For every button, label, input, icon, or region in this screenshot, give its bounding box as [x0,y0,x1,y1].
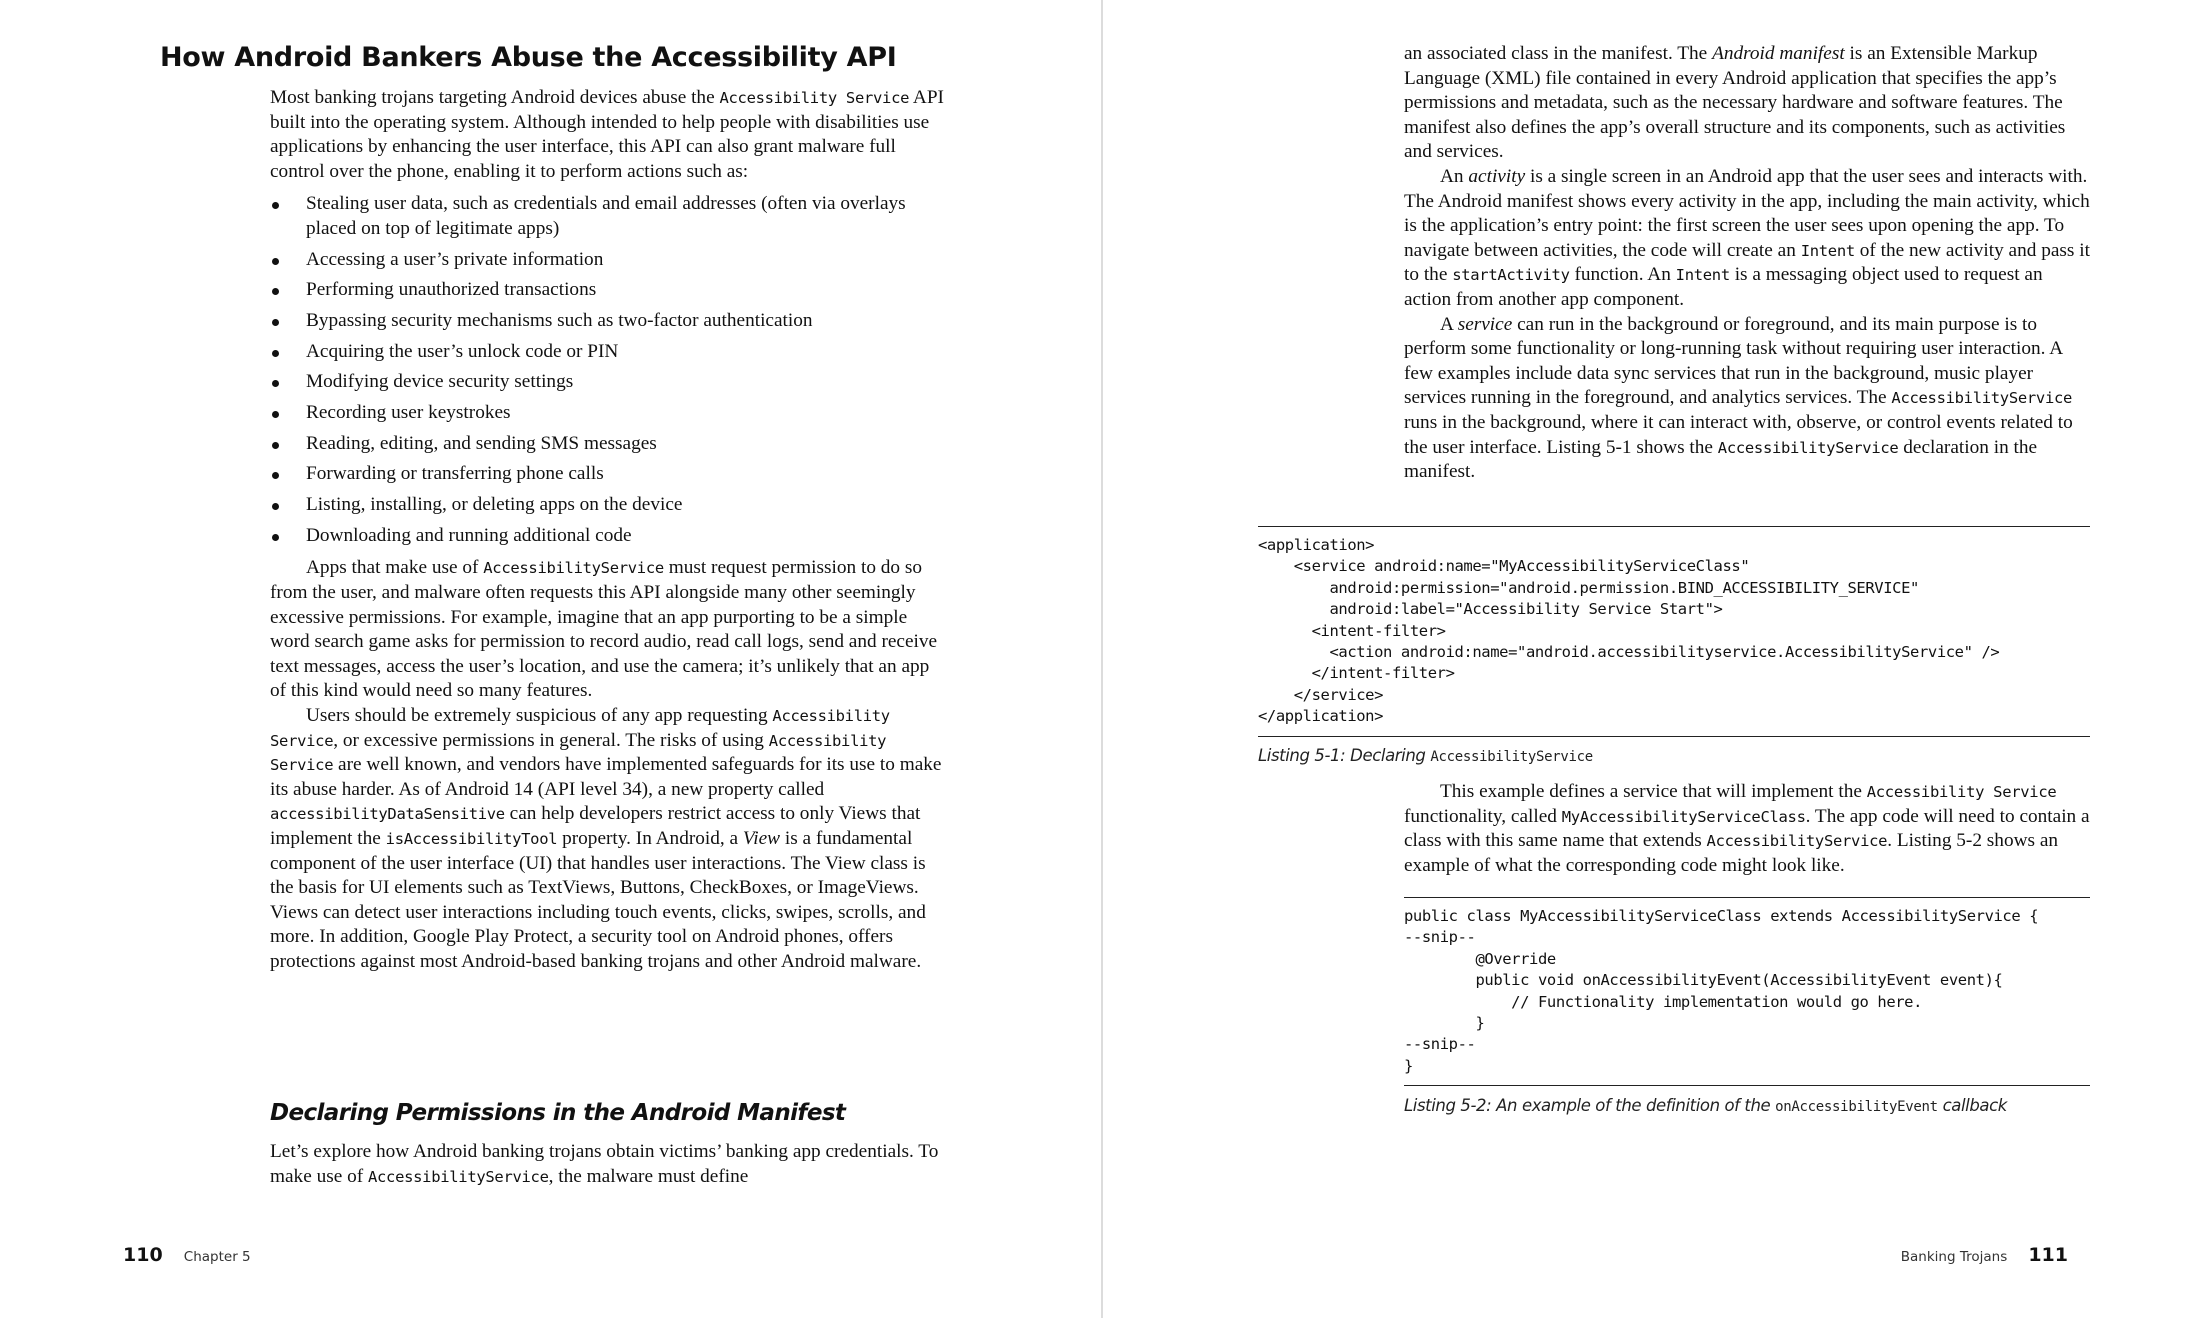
inline-code: AccessibilityService [1717,438,1899,457]
text-run: Apps that make use of [306,557,484,579]
intro-paragraph [270,86,950,184]
text-run: Let’s explore how Android banking trojans obtain victims’ banking app credentials. To make use of [270,1141,939,1187]
code-line: public class MyAccessibilityServiceClass extends AccessibilityService { [1404,907,2039,925]
text-run: This example defines a service that will implement the [1440,781,1867,802]
emphasis-term: Android manifest [1712,43,1845,64]
bullet-item: Acquiring the user’s unlock code or PIN [270,340,950,365]
bullet-item: Stealing user data, such as credentials and email addresses (often via overlays placed on top of legitimate apps) [270,192,950,241]
code-line: --snip-- [1404,1035,1476,1054]
emphasis-term: activity [1468,165,1526,187]
bullet-item: Accessing a user’s private information [270,248,950,273]
bullet-item: Bypassing security mechanisms such as two-factor authentication [270,309,950,334]
bullet-item: Modifying device security settings [270,370,950,395]
left-folio [123,1244,251,1266]
text-run: . The app code will need to contain a class with this same name that extends [1404,805,2090,852]
text-run: can help developers restrict access to only Views that implement the [270,803,921,849]
text-run: are well known, and vendors have implemented safeguards for its use to make its abuse harder. As of Android 14 (API level 34), a new property called [270,754,942,800]
text-run: functionality, called [1404,805,1562,827]
inline-code: Accessibility Service [270,707,890,750]
text-run: can run in the background or foreground, and its main purpose is to perform some functionality or long-running task without requiring user interaction. A few examples include data sync services that run in the background, music player services running in the foreground, and analytics services. The [1404,313,2063,409]
inline-code: AccessibilityService [1706,832,1888,851]
code-line: </application> [1258,707,1384,726]
body-paragraph [1404,42,2094,165]
inline-code: Accessibility Service [270,731,887,775]
code-line: <service android:name="MyAccessibilityServiceClass" [1258,557,1750,576]
text-run: property. In Android, a [557,827,743,849]
left-body-end [270,1140,950,1189]
inline-code: accessibilityDataSensitive [270,805,505,824]
body-paragraph [270,1140,950,1189]
code-line: <action android:name="android.accessibilityservice.AccessibilityService" /> [1258,642,2000,661]
text-run: , or excessive permissions in general. The risks of using [333,729,769,751]
text-run: of the new activity and pass it to the [1404,239,2090,286]
left-body [270,86,950,975]
caption-code: onAccessibilityEvent [1775,1099,1938,1115]
section-heading: How Android Bankers Abuse the Accessibility API [160,42,897,73]
code-line: android:label="Accessibility Service Start"> [1258,600,1723,619]
text-run: . Listing 5-2 shows an example of what the corresponding code might look like. [1404,830,2059,876]
inline-code: startActivity [1452,266,1570,285]
bullet-item: Performing unauthorized transactions [270,278,950,303]
bullet-item: Listing, installing, or deleting apps on the device [270,493,950,518]
caption-text: Listing 5-1: Declaring [1258,746,1431,765]
text-run: runs in the background, where it can interact with, observe, or control events related to the user interface. Listing 5-1 shows the [1404,411,2073,458]
book-spine [1101,0,1103,1318]
text-run: is an Extensible Markup Language (XML) file contained in every Android application that specifies the app’s permissions and metadata, such as the necessary hardware and software features. The manifest also defines the app’s overall structure and its components, such as activities and services. [1404,43,2066,163]
right-folio [1901,1244,2068,1266]
code-line: <application> [1258,536,1375,554]
body-paragraph [1404,165,2094,313]
emphasis-term: service [1457,313,1513,335]
inline-code: Accessibility Service [1866,783,2057,801]
inline-code: AccessibilityService [483,559,664,578]
code-line: <intent-filter> [1258,621,1446,640]
text-run: must request permission to do so from the user, and malware often requests this API alongside many other seemingly excessive permissions. For example, imagine that an app purporting to be a simple word search game asks for permission to record audio, read call logs, send and receive text messages, access the user’s location, and use the camera; it’s unlikely that an app of this kind would need so many features. [270,557,938,702]
right-page [1104,0,2208,1318]
code-line: public void onAccessibilityEvent(AccessibilityEvent event){ [1404,971,2003,990]
right-body [1404,42,2094,485]
body-paragraph [270,704,950,975]
text-run: an associated class in the manifest. The [1404,43,1713,64]
inline-code: AccessibilityService [1891,389,2073,408]
code-line: } [1404,1056,1413,1075]
text-run: is a single screen in an Android app that the user sees and interacts with. The Android manifest shows every activity in the app, including the main activity, which is the application’s entry point: the first screen the user sees upon opening the app. To navigate between activities, the code will create an [1404,165,2090,261]
code-listing-1 [1258,526,2090,737]
text-run: A [1440,313,1458,335]
subsection-heading: Declaring Permissions in the Android Manifest [270,1100,846,1126]
code-line: android:permission="android.permission.BIND_ACCESSIBILITY_SERVICE" [1258,578,1919,597]
inline-code: MyAccessibilityServiceClass [1561,807,1806,826]
text-run: An [1440,165,1469,187]
bullet-item: Forwarding or transferring phone calls [270,462,950,487]
text-run: Most banking trojans targeting Android devices abuse the [270,87,720,108]
running-head: Banking Trojans [1900,1249,2008,1265]
page-number: 110 [123,1244,163,1266]
code-listing-2 [1404,897,2090,1086]
text-run: Users should be extremely suspicious of any app requesting [306,705,773,726]
inline-code: AccessibilityService [367,1167,549,1186]
bullet-list [270,192,950,548]
text-run: function. An [1569,264,1676,286]
text-run: is a messaging object used to request an action from another app component. [1404,264,2043,310]
bullet-item: Recording user keystrokes [270,401,950,426]
code-line: --snip-- [1404,928,1476,947]
code-line: </intent-filter> [1258,664,1455,683]
page-number: 111 [2028,1244,2068,1266]
caption-text: callback [1937,1096,2007,1115]
right-body-2 [1404,780,2094,878]
emphasis-term: View [742,827,781,849]
body-paragraph [270,556,950,704]
body-paragraph [1404,313,2094,485]
inline-code: Accessibility Service [719,89,910,107]
text-run: declaration in the manifest. [1404,436,2038,483]
code-line: // Functionality implementation would go here. [1404,992,1923,1011]
running-head: Chapter 5 [183,1249,251,1265]
text-run: is a fundamental component of the user interface (UI) that handles user interactions. The View class is the basis for UI elements such as TextViews, Buttons, CheckBoxes, or ImageViews. Views can detect user interactions including touch events, clicks, swipes, scrolls, and more. In addition, Google Play Protect, a security tool on Android phones, offers protections against most Android-based banking trojans and other Android malware. [270,827,926,972]
text-run: , the malware must define [548,1165,749,1187]
bullet-item: Downloading and running additional code [270,524,950,549]
bullet-item: Reading, editing, and sending SMS messages [270,432,950,457]
code-line: </service> [1258,685,1384,704]
inline-code: Intent [1800,241,1855,260]
caption-code: AccessibilityService [1430,749,1593,765]
text-run: API built into the operating system. Although intended to help people with disabilities use applications by enhancing the user interface, this API can also grant malware full control over the phone, enabling it to perform actions such as: [270,87,944,182]
body-paragraph [1404,780,2094,878]
inline-code: Intent [1675,266,1730,285]
caption-text: Listing 5-2: An example of the definition of the [1404,1096,1776,1115]
listing-2-caption [1404,1096,2007,1115]
listing-1-caption [1258,746,1593,765]
code-line: } [1404,1013,1485,1032]
code-line: @Override [1404,949,1556,968]
inline-code: isAccessibilityTool [385,829,558,848]
left-page [0,0,1102,1318]
